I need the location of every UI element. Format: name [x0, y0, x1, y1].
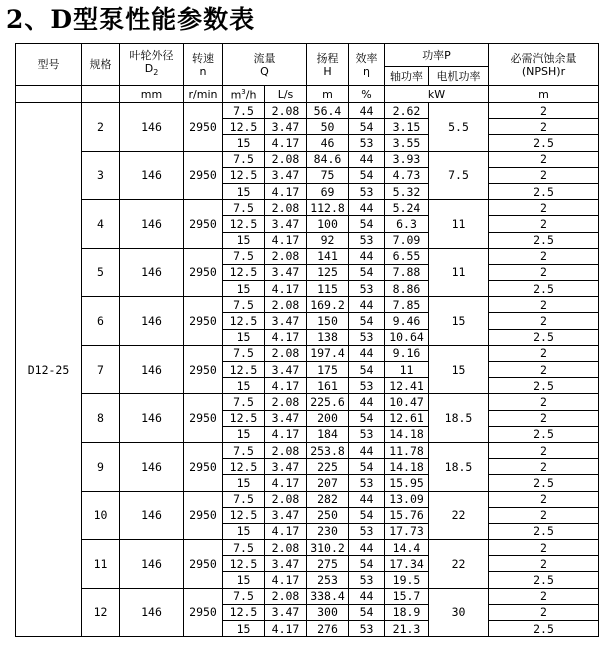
header-spec: 规格 [82, 44, 120, 86]
flow-ls-cell: 2.08 [265, 491, 307, 507]
npsh-cell: 2 [489, 167, 599, 183]
unit-head: m [307, 86, 349, 103]
table-row [16, 297, 599, 313]
flow-ls-cell: 3.47 [265, 604, 307, 620]
flow-ls-cell: 3.47 [265, 264, 307, 280]
flow-m3h-cell: 12.5 [223, 313, 265, 329]
efficiency-cell: 53 [349, 378, 385, 394]
flow-m3h-cell: 7.5 [223, 151, 265, 167]
flow-ls-cell: 4.17 [265, 135, 307, 151]
efficiency-cell: 44 [349, 297, 385, 313]
npsh-cell: 2.5 [489, 183, 599, 199]
motor-power-cell: 11 [429, 248, 489, 297]
flow-m3h-cell: 12.5 [223, 362, 265, 378]
unit-impeller: mm [120, 86, 184, 103]
table-body [16, 103, 599, 637]
unit-flow-m3h-superscript: 3 [241, 88, 246, 97]
npsh-cell: 2 [489, 103, 599, 119]
npsh-cell: 2 [489, 313, 599, 329]
speed-cell: 2950 [184, 151, 223, 200]
shaft-power-cell: 21.3 [385, 621, 429, 637]
head-cell: 56.4 [307, 103, 349, 119]
head-cell: 276 [307, 621, 349, 637]
shaft-power-cell: 15.76 [385, 507, 429, 523]
npsh-cell: 2 [489, 459, 599, 475]
unit-flow-m3h-base: m [230, 88, 242, 102]
head-cell: 150 [307, 313, 349, 329]
shaft-power-cell: 10.47 [385, 394, 429, 410]
spec-cell: 2 [82, 103, 120, 152]
flow-m3h-cell: 12.5 [223, 264, 265, 280]
motor-power-cell: 7.5 [429, 151, 489, 200]
efficiency-cell: 54 [349, 604, 385, 620]
flow-ls-cell: 3.47 [265, 167, 307, 183]
npsh-cell: 2 [489, 345, 599, 361]
header-impeller [120, 44, 184, 86]
motor-power-cell: 18.5 [429, 394, 489, 443]
table-row [16, 394, 599, 410]
header-power: 功率P [385, 44, 489, 67]
shaft-power-cell: 3.93 [385, 151, 429, 167]
spec-cell: 9 [82, 442, 120, 491]
head-cell: 275 [307, 556, 349, 572]
table-row [16, 103, 599, 119]
shaft-power-cell: 5.24 [385, 200, 429, 216]
npsh-cell: 2 [489, 588, 599, 604]
head-cell: 100 [307, 216, 349, 232]
flow-ls-cell: 4.17 [265, 281, 307, 297]
npsh-cell: 2 [489, 507, 599, 523]
npsh-cell: 2 [489, 362, 599, 378]
shaft-power-cell: 2.62 [385, 103, 429, 119]
npsh-cell: 2 [489, 297, 599, 313]
efficiency-cell: 53 [349, 475, 385, 491]
speed-cell: 2950 [184, 491, 223, 540]
flow-ls-cell: 4.17 [265, 572, 307, 588]
head-cell: 138 [307, 329, 349, 345]
flow-ls-cell: 3.47 [265, 459, 307, 475]
flow-m3h-cell: 15 [223, 329, 265, 345]
shaft-power-cell: 13.09 [385, 491, 429, 507]
flow-m3h-cell: 15 [223, 523, 265, 539]
head-cell: 230 [307, 523, 349, 539]
flow-m3h-cell: 12.5 [223, 507, 265, 523]
efficiency-cell: 53 [349, 572, 385, 588]
spec-cell: 5 [82, 248, 120, 297]
shaft-power-cell: 7.09 [385, 232, 429, 248]
header-flow [223, 44, 307, 86]
unit-spec [82, 86, 120, 103]
header-shaft-power: 轴功率 [385, 67, 429, 86]
flow-ls-cell: 4.17 [265, 329, 307, 345]
header-npsh-label: 必需汽蚀余量 [510, 51, 577, 65]
head-cell: 207 [307, 475, 349, 491]
flow-ls-cell: 3.47 [265, 119, 307, 135]
flow-m3h-cell: 15 [223, 232, 265, 248]
npsh-cell: 2.5 [489, 232, 599, 248]
head-cell: 200 [307, 410, 349, 426]
efficiency-cell: 54 [349, 459, 385, 475]
efficiency-cell: 44 [349, 248, 385, 264]
header-npsh-symbol: (NPSH)r [521, 64, 566, 78]
flow-m3h-cell: 15 [223, 183, 265, 199]
flow-m3h-cell: 7.5 [223, 540, 265, 556]
head-cell: 310.2 [307, 540, 349, 556]
flow-ls-cell: 4.17 [265, 426, 307, 442]
flow-m3h-cell: 7.5 [223, 103, 265, 119]
flow-ls-cell: 2.08 [265, 588, 307, 604]
flow-ls-cell: 3.47 [265, 556, 307, 572]
speed-cell: 2950 [184, 248, 223, 297]
npsh-cell: 2 [489, 248, 599, 264]
flow-ls-cell: 3.47 [265, 216, 307, 232]
model-cell: D12-25 [16, 103, 82, 637]
flow-ls-cell: 4.17 [265, 523, 307, 539]
head-cell: 115 [307, 281, 349, 297]
flow-ls-cell: 2.08 [265, 540, 307, 556]
table-row [16, 588, 599, 604]
speed-cell: 2950 [184, 103, 223, 152]
head-cell: 92 [307, 232, 349, 248]
efficiency-cell: 44 [349, 151, 385, 167]
flow-ls-cell: 2.08 [265, 151, 307, 167]
motor-power-cell: 30 [429, 588, 489, 637]
efficiency-cell: 44 [349, 540, 385, 556]
shaft-power-cell: 17.34 [385, 556, 429, 572]
efficiency-cell: 53 [349, 135, 385, 151]
shaft-power-cell: 5.32 [385, 183, 429, 199]
shaft-power-cell: 8.86 [385, 281, 429, 297]
header-speed-symbol: n [199, 64, 207, 78]
unit-flow-ls: L/s [265, 86, 307, 103]
impeller-cell: 146 [120, 248, 184, 297]
head-cell: 175 [307, 362, 349, 378]
head-cell: 225 [307, 459, 349, 475]
impeller-cell: 146 [120, 103, 184, 152]
flow-m3h-cell: 7.5 [223, 442, 265, 458]
head-cell: 125 [307, 264, 349, 280]
unit-power: kW [385, 86, 489, 103]
spec-cell: 7 [82, 345, 120, 394]
flow-m3h-cell: 15 [223, 621, 265, 637]
motor-power-cell: 15 [429, 297, 489, 346]
head-cell: 50 [307, 119, 349, 135]
header-efficiency [349, 44, 385, 86]
table-row [16, 151, 599, 167]
efficiency-cell: 53 [349, 523, 385, 539]
impeller-cell: 146 [120, 297, 184, 346]
flow-ls-cell: 4.17 [265, 378, 307, 394]
impeller-cell: 146 [120, 491, 184, 540]
flow-m3h-cell: 15 [223, 378, 265, 394]
speed-cell: 2950 [184, 200, 223, 249]
shaft-power-cell: 10.64 [385, 329, 429, 345]
flow-m3h-cell: 7.5 [223, 491, 265, 507]
spec-cell: 10 [82, 491, 120, 540]
head-cell: 161 [307, 378, 349, 394]
motor-power-cell: 15 [429, 345, 489, 394]
impeller-cell: 146 [120, 540, 184, 589]
motor-power-cell: 11 [429, 200, 489, 249]
efficiency-cell: 44 [349, 442, 385, 458]
table-row [16, 345, 599, 361]
flow-m3h-cell: 12.5 [223, 216, 265, 232]
shaft-power-cell: 4.73 [385, 167, 429, 183]
head-cell: 69 [307, 183, 349, 199]
flow-m3h-cell: 12.5 [223, 556, 265, 572]
npsh-cell: 2 [489, 264, 599, 280]
spec-cell: 11 [82, 540, 120, 589]
flow-m3h-cell: 7.5 [223, 297, 265, 313]
flow-ls-cell: 2.08 [265, 103, 307, 119]
npsh-cell: 2 [489, 394, 599, 410]
table-row [16, 491, 599, 507]
shaft-power-cell: 15.7 [385, 588, 429, 604]
flow-m3h-cell: 7.5 [223, 200, 265, 216]
efficiency-cell: 54 [349, 167, 385, 183]
head-cell: 169.2 [307, 297, 349, 313]
header-efficiency-symbol: η [363, 64, 370, 78]
head-cell: 46 [307, 135, 349, 151]
npsh-cell: 2.5 [489, 135, 599, 151]
efficiency-cell: 44 [349, 588, 385, 604]
efficiency-cell: 53 [349, 621, 385, 637]
header-efficiency-label: 效率 [355, 51, 378, 65]
flow-m3h-cell: 7.5 [223, 248, 265, 264]
pump-performance-table [15, 43, 599, 637]
npsh-cell: 2.5 [489, 621, 599, 637]
flow-ls-cell: 3.47 [265, 313, 307, 329]
flow-m3h-cell: 12.5 [223, 167, 265, 183]
unit-npsh: m [489, 86, 599, 103]
efficiency-cell: 54 [349, 264, 385, 280]
npsh-cell: 2.5 [489, 426, 599, 442]
efficiency-cell: 53 [349, 232, 385, 248]
head-cell: 184 [307, 426, 349, 442]
head-cell: 338.4 [307, 588, 349, 604]
flow-m3h-cell: 12.5 [223, 410, 265, 426]
header-impeller-symbol: D [144, 62, 154, 76]
shaft-power-cell: 7.85 [385, 297, 429, 313]
flow-m3h-cell: 7.5 [223, 345, 265, 361]
spec-cell: 8 [82, 394, 120, 443]
table-row [16, 442, 599, 458]
page-title: 2、D型泵性能参数表 [6, 5, 256, 34]
shaft-power-cell: 19.5 [385, 572, 429, 588]
flow-m3h-cell: 12.5 [223, 119, 265, 135]
unit-flow-m3h [223, 86, 265, 103]
efficiency-cell: 44 [349, 103, 385, 119]
shaft-power-cell: 12.61 [385, 410, 429, 426]
spec-cell: 12 [82, 588, 120, 637]
impeller-cell: 146 [120, 345, 184, 394]
npsh-cell: 2.5 [489, 572, 599, 588]
shaft-power-cell: 15.95 [385, 475, 429, 491]
header-motor-power: 电机功率 [429, 67, 489, 86]
flow-ls-cell: 2.08 [265, 442, 307, 458]
unit-model [16, 86, 82, 103]
efficiency-cell: 53 [349, 426, 385, 442]
shaft-power-cell: 3.55 [385, 135, 429, 151]
shaft-power-cell: 11.78 [385, 442, 429, 458]
efficiency-cell: 53 [349, 329, 385, 345]
flow-ls-cell: 3.47 [265, 410, 307, 426]
npsh-cell: 2 [489, 216, 599, 232]
impeller-cell: 146 [120, 200, 184, 249]
npsh-cell: 2.5 [489, 329, 599, 345]
header-head [307, 44, 349, 86]
flow-ls-cell: 2.08 [265, 248, 307, 264]
efficiency-cell: 44 [349, 491, 385, 507]
npsh-cell: 2.5 [489, 281, 599, 297]
npsh-cell: 2 [489, 491, 599, 507]
flow-ls-cell: 2.08 [265, 200, 307, 216]
npsh-cell: 2 [489, 119, 599, 135]
head-cell: 84.6 [307, 151, 349, 167]
shaft-power-cell: 6.3 [385, 216, 429, 232]
spec-cell: 6 [82, 297, 120, 346]
shaft-power-cell: 9.46 [385, 313, 429, 329]
flow-m3h-cell: 15 [223, 475, 265, 491]
header-impeller-subscript: 2 [153, 68, 159, 78]
flow-ls-cell: 2.08 [265, 297, 307, 313]
efficiency-cell: 54 [349, 410, 385, 426]
header-flow-label: 流量 [253, 51, 276, 65]
header-npsh [489, 44, 599, 86]
header-head-label: 扬程 [316, 51, 339, 65]
shaft-power-cell: 14.18 [385, 459, 429, 475]
head-cell: 282 [307, 491, 349, 507]
shaft-power-cell: 7.88 [385, 264, 429, 280]
flow-m3h-cell: 15 [223, 135, 265, 151]
speed-cell: 2950 [184, 297, 223, 346]
npsh-cell: 2.5 [489, 475, 599, 491]
flow-ls-cell: 2.08 [265, 345, 307, 361]
head-cell: 250 [307, 507, 349, 523]
header-head-symbol: H [323, 64, 332, 78]
impeller-cell: 146 [120, 588, 184, 637]
flow-ls-cell: 3.47 [265, 507, 307, 523]
head-cell: 197.4 [307, 345, 349, 361]
spec-cell: 3 [82, 151, 120, 200]
shaft-power-cell: 17.73 [385, 523, 429, 539]
shaft-power-cell: 14.18 [385, 426, 429, 442]
efficiency-cell: 44 [349, 345, 385, 361]
speed-cell: 2950 [184, 442, 223, 491]
table-header [16, 44, 599, 103]
impeller-cell: 146 [120, 151, 184, 200]
flow-m3h-cell: 7.5 [223, 394, 265, 410]
speed-cell: 2950 [184, 588, 223, 637]
flow-m3h-cell: 7.5 [223, 588, 265, 604]
shaft-power-cell: 11 [385, 362, 429, 378]
efficiency-cell: 53 [349, 183, 385, 199]
npsh-cell: 2 [489, 442, 599, 458]
impeller-cell: 146 [120, 394, 184, 443]
spec-cell: 4 [82, 200, 120, 249]
header-flow-symbol: Q [260, 64, 269, 78]
npsh-cell: 2 [489, 604, 599, 620]
motor-power-cell: 22 [429, 491, 489, 540]
efficiency-cell: 44 [349, 394, 385, 410]
shaft-power-cell: 6.55 [385, 248, 429, 264]
efficiency-cell: 54 [349, 507, 385, 523]
table-row [16, 540, 599, 556]
head-cell: 253.8 [307, 442, 349, 458]
flow-ls-cell: 2.08 [265, 394, 307, 410]
npsh-cell: 2 [489, 540, 599, 556]
npsh-cell: 2.5 [489, 378, 599, 394]
speed-cell: 2950 [184, 345, 223, 394]
header-speed-label: 转速 [192, 51, 214, 65]
shaft-power-cell: 3.15 [385, 119, 429, 135]
efficiency-cell: 54 [349, 362, 385, 378]
unit-efficiency: % [349, 86, 385, 103]
header-impeller-label: 叶轮外径 [129, 49, 174, 63]
flow-ls-cell: 4.17 [265, 183, 307, 199]
npsh-cell: 2 [489, 410, 599, 426]
impeller-cell: 146 [120, 442, 184, 491]
efficiency-cell: 54 [349, 119, 385, 135]
motor-power-cell: 22 [429, 540, 489, 589]
head-cell: 300 [307, 604, 349, 620]
npsh-cell: 2 [489, 151, 599, 167]
npsh-cell: 2 [489, 556, 599, 572]
speed-cell: 2950 [184, 540, 223, 589]
flow-ls-cell: 4.17 [265, 475, 307, 491]
head-cell: 112.8 [307, 200, 349, 216]
head-cell: 141 [307, 248, 349, 264]
flow-m3h-cell: 12.5 [223, 459, 265, 475]
efficiency-cell: 54 [349, 313, 385, 329]
head-cell: 225.6 [307, 394, 349, 410]
unit-speed: r/min [184, 86, 223, 103]
table-row [16, 200, 599, 216]
shaft-power-cell: 14.4 [385, 540, 429, 556]
motor-power-cell: 5.5 [429, 103, 489, 152]
head-cell: 253 [307, 572, 349, 588]
table-row [16, 248, 599, 264]
flow-m3h-cell: 15 [223, 426, 265, 442]
speed-cell: 2950 [184, 394, 223, 443]
npsh-cell: 2 [489, 200, 599, 216]
flow-m3h-cell: 15 [223, 572, 265, 588]
npsh-cell: 2.5 [489, 523, 599, 539]
shaft-power-cell: 12.41 [385, 378, 429, 394]
efficiency-cell: 53 [349, 281, 385, 297]
flow-ls-cell: 3.47 [265, 362, 307, 378]
flow-m3h-cell: 15 [223, 281, 265, 297]
motor-power-cell: 18.5 [429, 442, 489, 491]
efficiency-cell: 54 [349, 556, 385, 572]
flow-ls-cell: 4.17 [265, 232, 307, 248]
unit-flow-m3h-tail: /h [245, 88, 257, 102]
flow-ls-cell: 4.17 [265, 621, 307, 637]
efficiency-cell: 54 [349, 216, 385, 232]
header-model: 型号 [16, 44, 82, 86]
shaft-power-cell: 9.16 [385, 345, 429, 361]
shaft-power-cell: 18.9 [385, 604, 429, 620]
header-speed [184, 44, 223, 86]
efficiency-cell: 44 [349, 200, 385, 216]
flow-m3h-cell: 12.5 [223, 604, 265, 620]
head-cell: 75 [307, 167, 349, 183]
